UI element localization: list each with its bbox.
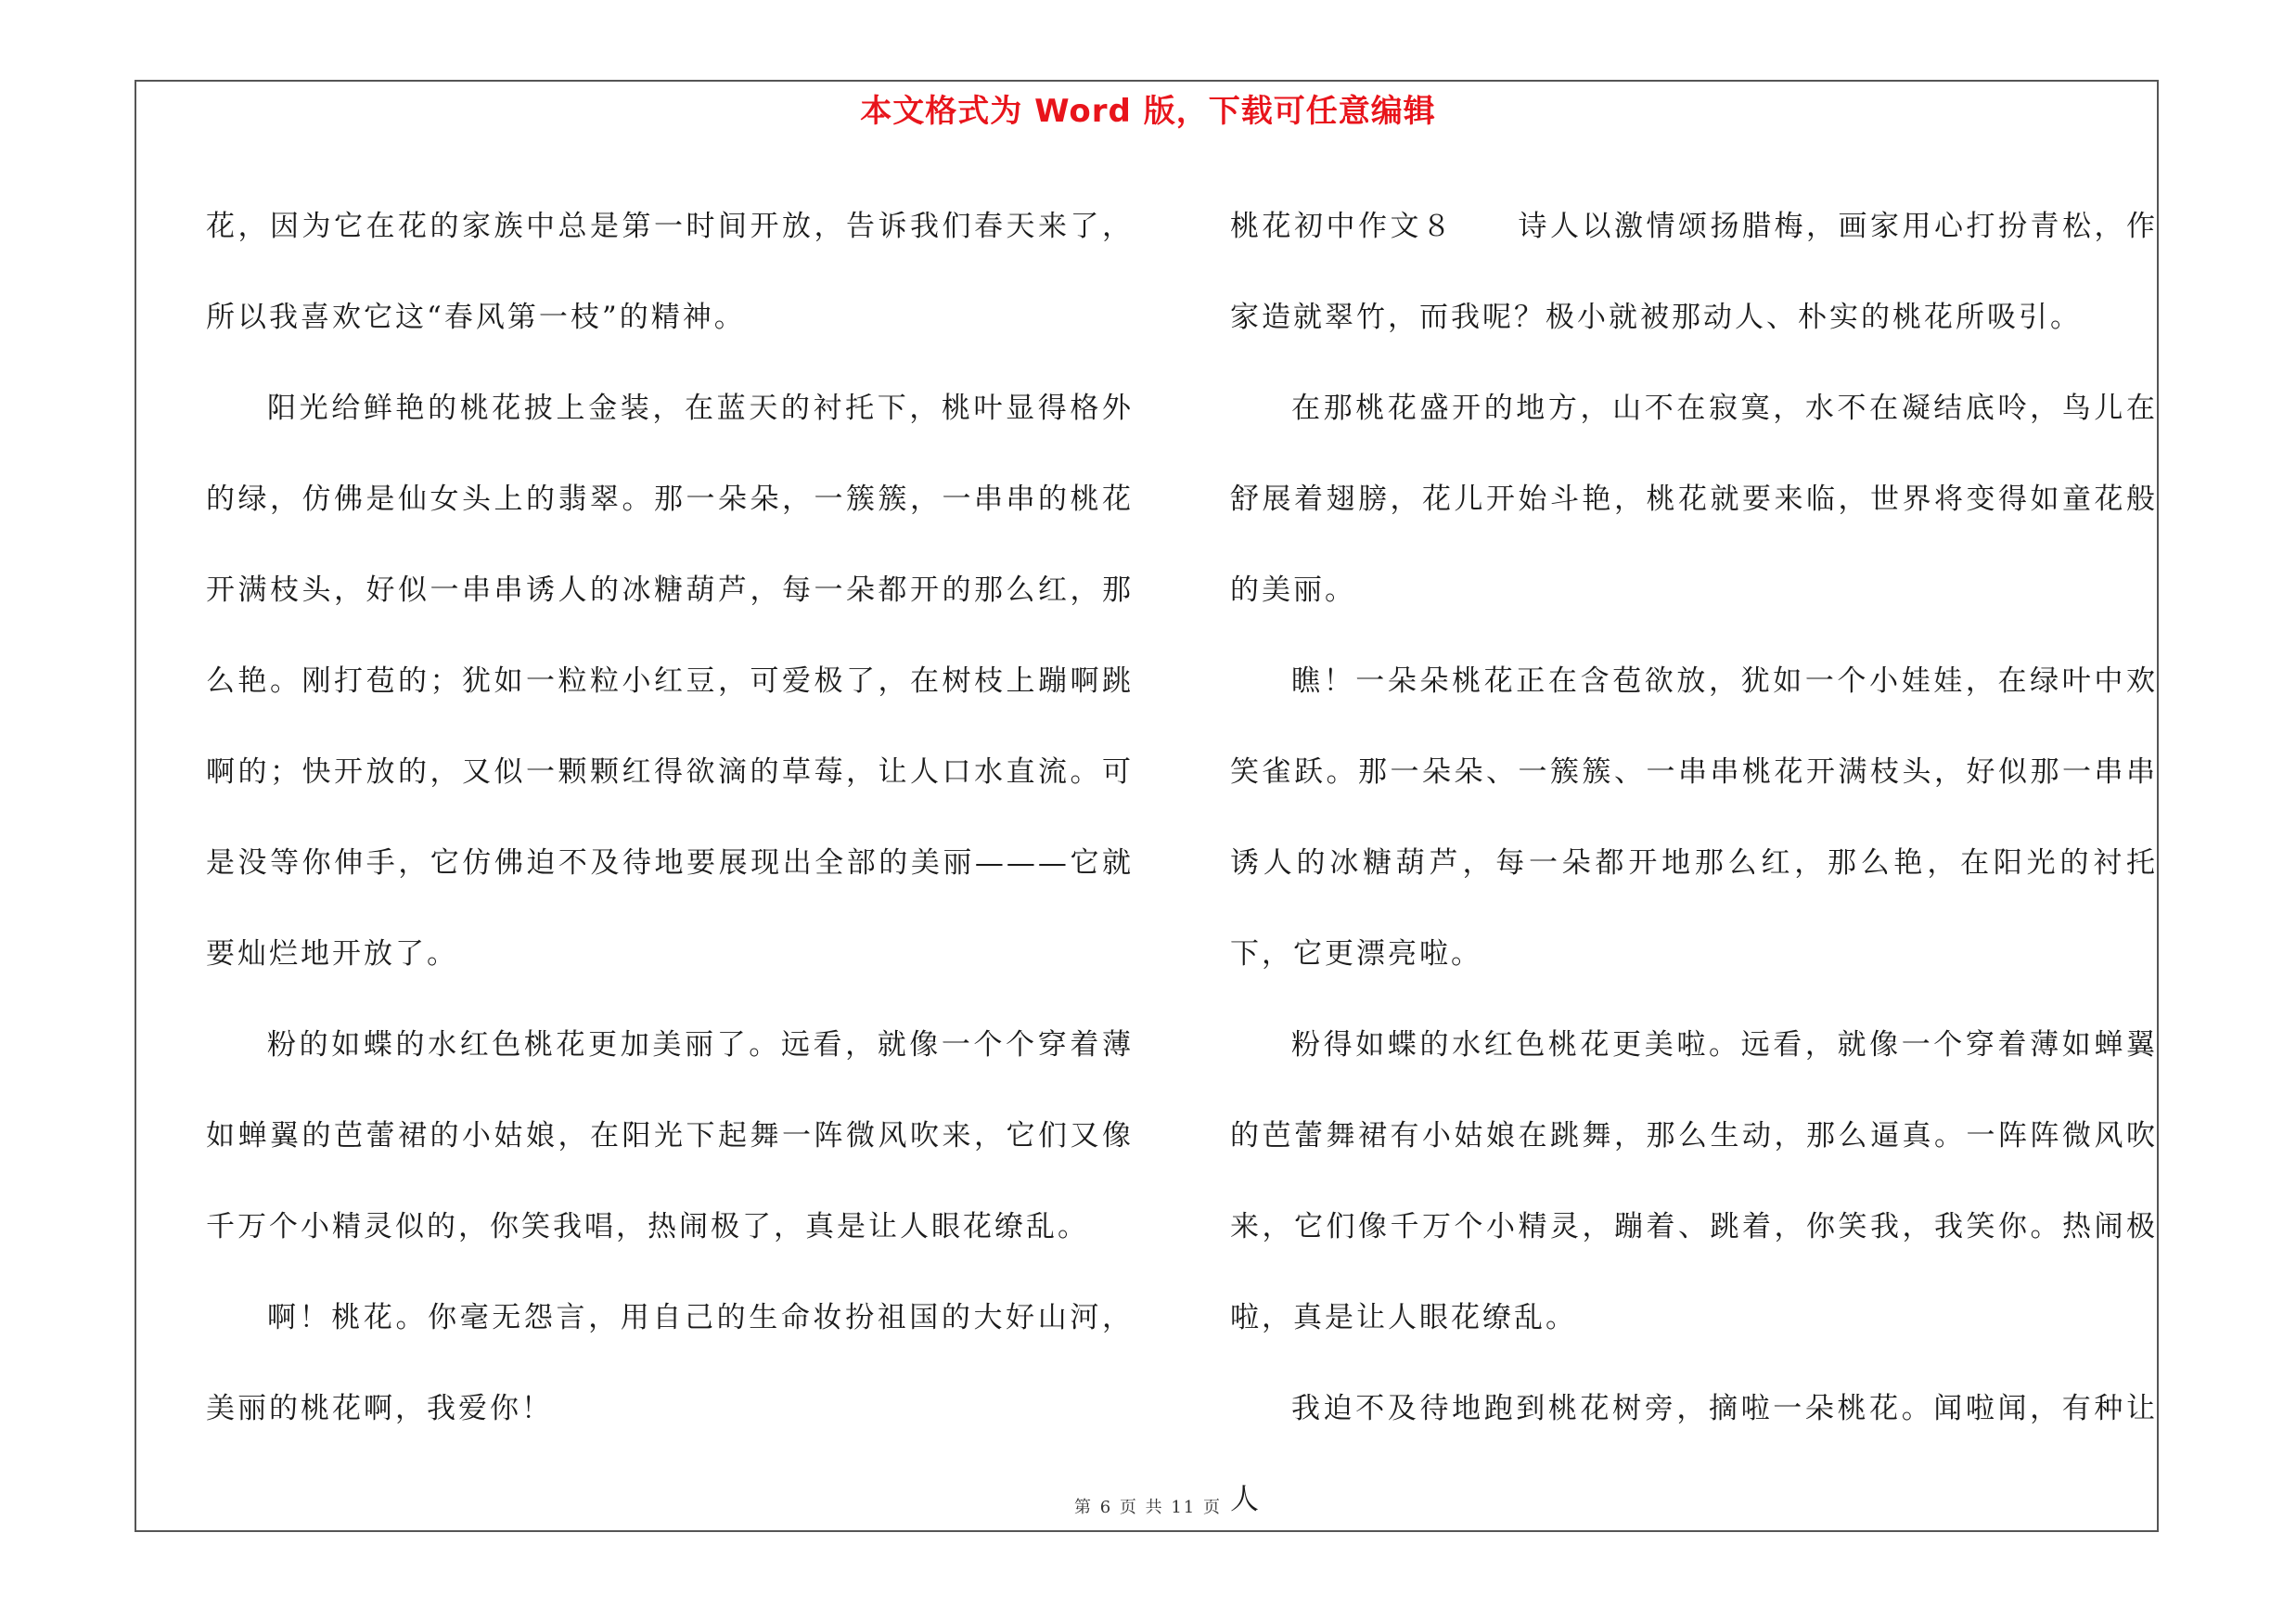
right-paragraph-1: 桃花初中作文８ 诗人以激情颂扬腊梅，画家用心打扮青松，作家造就翠竹，而我呢？极小就被那动人、朴实的桃花所吸引。 [1230, 210, 2158, 334]
left-paragraph-2: 阳光给鲜艳的桃花披上金装，在蓝天的衬托下，桃叶显得格外的绿，仿佛是仙女头上的翡翠。那一朵朵，一簇簇，一串串的桃花开满枝头，好似一串串诱人的冰糖葫芦，每一朵都开的那么红，那么艳。刚打苞的；犹如一粒粒小红豆，可爱极了，在树枝上蹦啊跳啊的；快开放的，又似一颗颗红得欲滴的草莓，让人口水直流。可是没等你伸手，它仿佛迫不及待地要展现出全部的美丽———它就要灿烂地开放了。 [206, 392, 1134, 971]
header-banner: 本文格式为 Word 版，下载可任意编辑 [860, 93, 1436, 130]
left-paragraph-3: 粉的如蝶的水红色桃花更加美丽了。远看，就像一个个穿着薄如蝉翼的芭蕾裙的小姑娘，在阳光下起舞一阵微风吹来，它们又像千万个小精灵似的，你笑我唱，热闹极了，真是让人眼花缭乱。 [206, 1028, 1134, 1243]
left-column [206, 181, 1134, 1454]
right-paragraph-4: 粉得如蝶的水红色桃花更美啦。远看，就像一个穿着薄如蝉翼的芭蕾舞裙有小姑娘在跳舞，那么生动，那么逼真。一阵阵微风吹来，它们像千万个小精灵，蹦着、跳着，你笑我，我笑你。热闹极啦，真是让人眼花缭乱。 [1230, 1028, 2158, 1334]
right-paragraph-2: 在那桃花盛开的地方，山不在寂寞，水不在凝结底呤，鸟儿在舒展着翅膀，花儿开始斗艳，桃花就要来临，世界将变得如童花般的美丽。 [1230, 392, 2158, 607]
right-paragraph-5: 我迫不及待地跑到桃花树旁，摘啦一朵桃花。闻啦闻，有种让人 [1230, 1392, 2158, 1516]
left-paragraph-1: 花，因为它在花的家族中总是第一时间开放，告诉我们春天来了，所以我喜欢它这“春风第一枝”的精神。 [206, 210, 1134, 334]
right-paragraph-3: 瞧！一朵朵桃花正在含苞欲放，犹如一个小娃娃，在绿叶中欢笑雀跃。那一朵朵、一簇簇、一串串桃花开满枝头，好似那一串串诱人的冰糖葫芦，每一朵都开地那么红，那么艳，在阳光的衬托下，它更漂亮啦。 [1230, 664, 2158, 971]
page-number-footer: 第 6 页 共 11 页 [1074, 1498, 1222, 1517]
left-paragraph-4: 啊！桃花。你毫无怨言，用自己的生命妆扮祖国的大好山河，美丽的桃花啊，我爱你！ [206, 1301, 1134, 1425]
right-column [1230, 181, 2158, 1545]
